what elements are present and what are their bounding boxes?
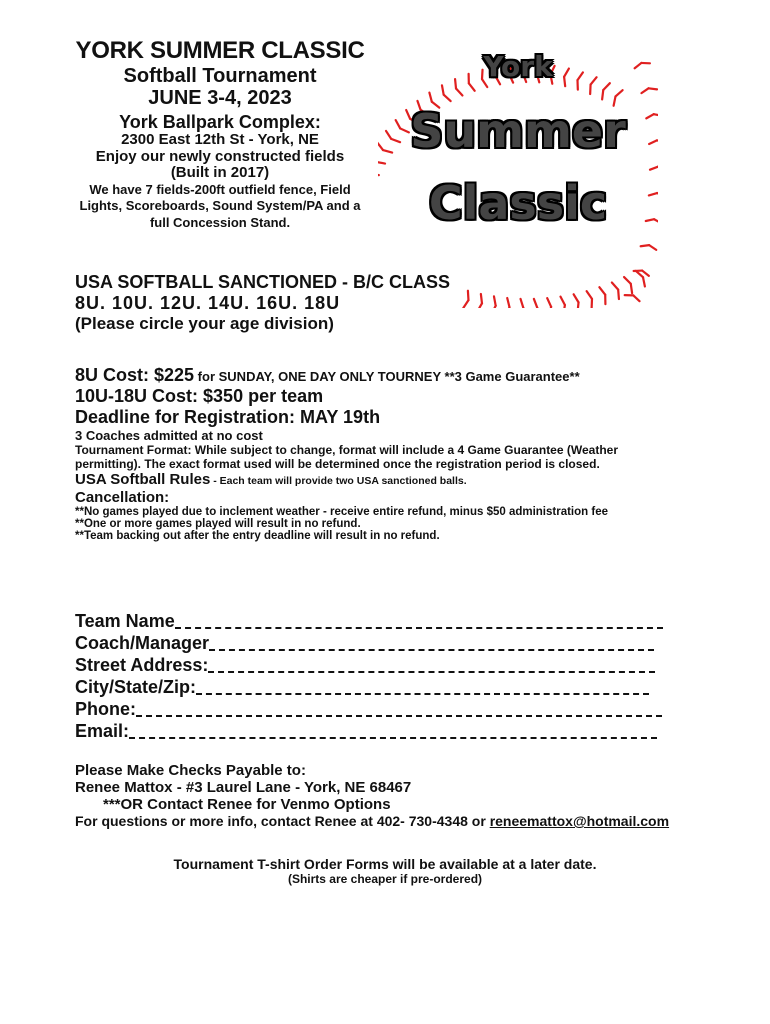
phone-blank[interactable] bbox=[136, 715, 662, 717]
format-line-1: Tournament Format: While subject to change, format will include a 4 Game Guarantee (Weather bbox=[75, 443, 618, 457]
cost-8u-row bbox=[75, 365, 695, 386]
team-name-field[interactable] bbox=[75, 610, 665, 632]
registration-form bbox=[75, 610, 665, 742]
coach-field[interactable] bbox=[75, 632, 665, 654]
fields-line-1: Enjoy our newly constructed fields bbox=[95, 147, 345, 165]
age-division-note: (Please circle your age division) bbox=[75, 314, 334, 333]
email-blank[interactable] bbox=[129, 737, 657, 739]
event-dates: JUNE 3-4, 2023 bbox=[148, 87, 292, 110]
city-blank[interactable] bbox=[196, 693, 649, 695]
venmo-note: ***OR Contact Renee for Venmo Options bbox=[103, 796, 391, 813]
rules-detail: - Each team will provide two USA sanctioned balls. bbox=[210, 475, 467, 487]
rules-row bbox=[75, 471, 695, 489]
event-subtitle: Softball Tournament bbox=[123, 64, 317, 87]
stitch-mark bbox=[616, 90, 623, 96]
york-summer-classic-logo bbox=[378, 38, 658, 308]
registration-deadline: Deadline for Registration: MAY 19th bbox=[75, 407, 381, 427]
email-field[interactable] bbox=[75, 720, 665, 742]
stitch-mark bbox=[641, 245, 649, 246]
city-field[interactable] bbox=[75, 676, 665, 698]
stitch-mark bbox=[649, 88, 657, 89]
coaches-note: 3 Coaches admitted at no cost bbox=[75, 428, 263, 443]
stitch-mark bbox=[602, 90, 603, 99]
stitch-mark bbox=[378, 174, 379, 175]
stitch-mark bbox=[641, 88, 648, 93]
stitch-mark bbox=[469, 83, 475, 90]
stitch-mark bbox=[442, 85, 444, 94]
cost-10u-18u: 10U-18U Cost: $350 per team bbox=[75, 386, 324, 406]
team-name-label: Team Name bbox=[75, 611, 175, 631]
sanction-section bbox=[75, 272, 695, 334]
team-name-blank[interactable] bbox=[175, 627, 663, 629]
cost-8u-label: 8U Cost: $225 bbox=[75, 365, 195, 385]
stitch-mark bbox=[649, 245, 656, 250]
phone-field[interactable] bbox=[75, 698, 665, 720]
format-line-2: permitting). The exact format used will be determined once the registration period is closed. bbox=[75, 457, 600, 471]
logo-word-york: York bbox=[483, 50, 553, 83]
rules-label: USA Softball Rules bbox=[75, 471, 211, 488]
cancellation-item-2: **One or more games played will result in no refund. bbox=[75, 518, 361, 530]
stitch-mark bbox=[444, 95, 451, 101]
payment-section bbox=[75, 762, 715, 829]
stitch-mark bbox=[603, 83, 610, 90]
stitch-mark bbox=[456, 88, 462, 95]
fields-line-2: (Built in 2017) bbox=[170, 164, 270, 182]
cancellation-label: Cancellation: bbox=[75, 489, 170, 506]
amenities-line-3: full Concession Stand. bbox=[149, 214, 291, 230]
cancellation-item-3: **Team backing out after the entry deadline will result in no refund. bbox=[75, 530, 440, 542]
cost-8u-detail: for SUNDAY, ONE DAY ONLY TOURNEY **3 Game Guarantee** bbox=[194, 369, 580, 384]
coach-blank[interactable] bbox=[209, 649, 654, 651]
cancellation-item-1: **No games played due to inclement weather - receive entire refund, minus $50 administration fee bbox=[75, 506, 608, 518]
event-title: YORK SUMMER CLASSIC bbox=[75, 37, 365, 64]
tshirt-note: Tournament T-shirt Order Forms will be available at a later date. bbox=[173, 856, 597, 872]
stitch-mark bbox=[378, 162, 385, 164]
payment-line-2: Renee Mattox - #3 Laurel Lane - York, NE 68467 bbox=[75, 779, 412, 796]
logo-word-classic: Classic bbox=[428, 176, 608, 230]
amenities-line-1: We have 7 fields-200ft outfield fence, Field bbox=[89, 182, 351, 198]
contact-email-link[interactable]: reneemattox@hotmail.com bbox=[489, 813, 670, 829]
phone-label: Phone: bbox=[75, 699, 136, 719]
sanction-line: USA SOFTBALL SANCTIONED - B/C CLASS bbox=[75, 272, 451, 292]
venue-name: York Ballpark Complex: bbox=[119, 111, 321, 132]
stitch-mark bbox=[429, 93, 431, 102]
payment-line-1: Please Make Checks Payable to: bbox=[75, 762, 306, 779]
coach-label: Coach/Manager bbox=[75, 633, 210, 653]
email-label: Email: bbox=[75, 721, 130, 741]
street-blank[interactable] bbox=[208, 671, 655, 673]
street-field[interactable] bbox=[75, 654, 665, 676]
stitch-mark bbox=[650, 167, 658, 170]
amenities-line-2: Lights, Scoreboards, Sound System/PA and a bbox=[79, 198, 361, 214]
street-label: Street Address: bbox=[75, 655, 209, 675]
contact-prefix: For questions or more info, contact Renee at 402- 730-4348 or bbox=[75, 813, 490, 829]
cost-section bbox=[75, 365, 695, 542]
city-label: City/State/Zip: bbox=[75, 677, 197, 697]
tshirt-subnote: (Shirts are cheaper if pre-ordered) bbox=[287, 872, 483, 886]
venue-address: 2300 East 12th St - York, NE bbox=[121, 130, 319, 148]
contact-row bbox=[75, 813, 715, 829]
logo-word-summer: Summer bbox=[410, 104, 626, 158]
age-divisions: 8U. 10U. 12U. 14U. 16U. 18U bbox=[75, 293, 341, 313]
footer bbox=[75, 856, 695, 886]
event-header bbox=[60, 38, 380, 231]
